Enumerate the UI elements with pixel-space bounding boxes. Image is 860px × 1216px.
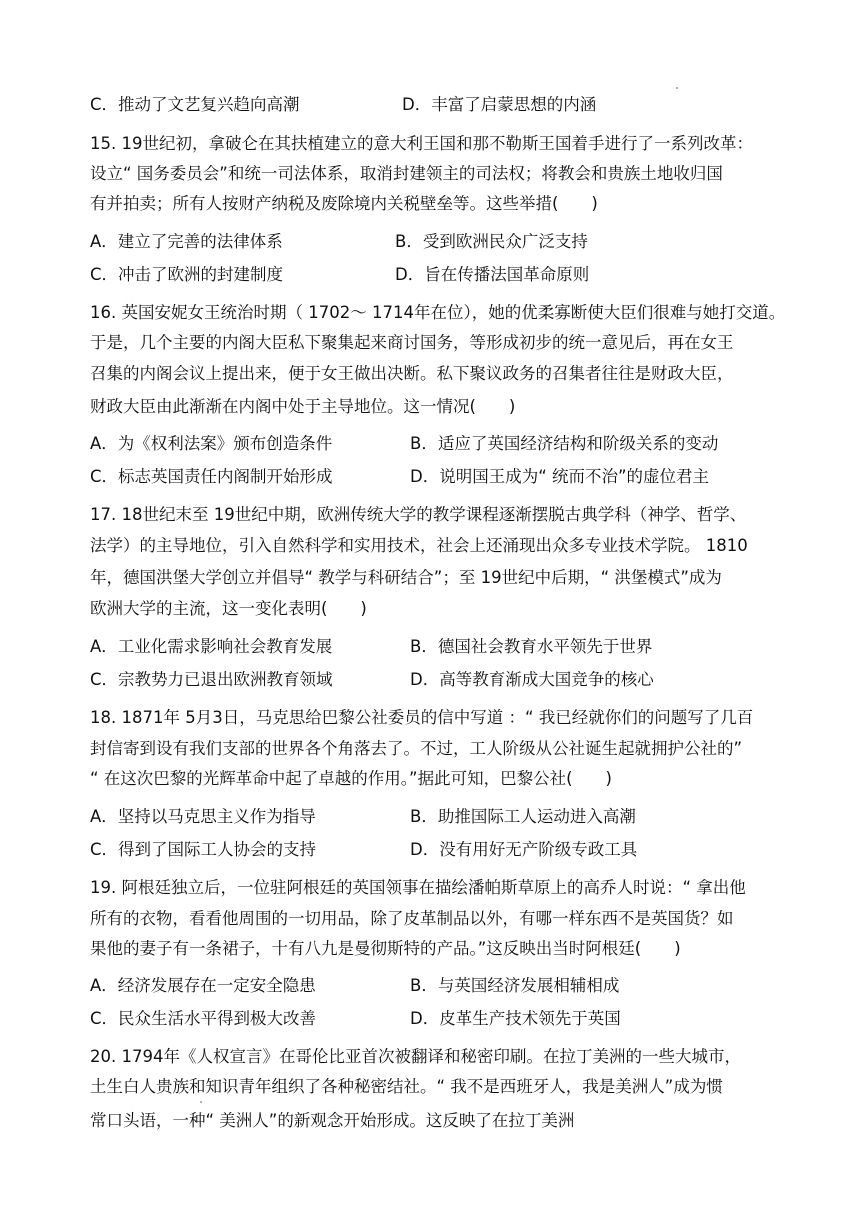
q19-option-c: C．民众生活水平得到极大改善: [90, 1009, 317, 1028]
q19-stem-line-2: 所有的衣物，看看他周围的一切用品，除了皮革制品以外，有哪一样东西不是英国货？如: [90, 909, 734, 928]
q16-stem-line-4: 财政大臣由此渐渐在内阁中处于主导地位。这一情况( ): [90, 397, 516, 416]
q18-stem-line-3: “ 在这次巴黎的光辉革命中起了卓越的作用。”据此可知，巴黎公社( ): [90, 769, 612, 788]
q16-stem-line-2: 于是，几个主要的内阁大臣私下聚集起来商讨国务，等形成初步的统一意见后，再在女王: [90, 333, 734, 352]
q20-stem-line-2: 土生白人贵族和知识青年组织了各种秘密结社。“ 我不是西班牙人，我是美洲人”成为惯: [90, 1077, 723, 1096]
q16-option-b: B．适应了英国经济结构和阶级关系的变动: [410, 434, 719, 453]
q17-option-d: D．高等教育渐成大国竞争的核心: [410, 670, 654, 689]
q15-stem-line-1: 15. 19世纪初，拿破仑在其扶植建立的意大利王国和那不勒斯王国着手进行了一系列改革：: [90, 134, 753, 153]
q18-option-a: A．坚持以马克思主义作为指导: [90, 807, 316, 826]
q19-stem-line-1: 19. 阿根廷独立后，一位驻阿根廷的英国领事在描绘潘帕斯草原上的高乔人时说：“ 拿出他: [90, 878, 746, 897]
q15-option-c: C．冲击了欧洲的封建制度: [90, 265, 284, 284]
q18-option-d: D．没有用好无产阶级专政工具: [410, 840, 638, 859]
q16-option-a: A．为《权利法案》颁布创造条件: [90, 434, 333, 453]
q15-option-a: A．建立了完善的法律体系: [90, 232, 283, 251]
q19-option-b: B．与英国经济发展相辅相成: [410, 976, 620, 995]
q15-stem-line-2: 设立“ 国务委员会”和统一司法体系，取消封建领主的司法权；将教会和贵族土地收归国: [90, 164, 723, 183]
q17-option-a: A．工业化需求影响社会教育发展: [90, 637, 333, 656]
q17-stem-line-2: 法学）的主导地位，引入自然科学和实用技术，社会上还涌现出众多专业技术学院。 1810: [90, 536, 748, 555]
q19-option-a: A．经济发展存在一定安全隐患: [90, 976, 316, 995]
q16-stem-line-3: 召集的内阁会议上提出来，便于女王做出决断。私下聚议政务的召集者往往是财政大臣，: [90, 364, 734, 383]
q16-option-d: D．说明国王成为“ 统而不治”的虚位君主: [410, 467, 710, 486]
q15-option-b: B．受到欧洲民众广泛支持: [395, 232, 588, 251]
scan-speck: [676, 87, 678, 89]
q20-stem-line-1: 20. 1794年《人权宣言》在哥伦比亚首次被翻译和秘密印刷。在拉丁美洲的一些大城市，: [90, 1047, 741, 1066]
scan-speck: [200, 1101, 202, 1103]
q19-option-d: D．皮革生产技术领先于英国: [410, 1009, 621, 1028]
q17-option-c: C．宗教势力已退出欧洲教育领域: [90, 670, 333, 689]
q15-option-d: D．旨在传播法国革命原则: [395, 265, 590, 284]
q20-stem-line-3: 常口头语，一种“ 美洲人”的新观念开始形成。这反映了在拉丁美洲: [90, 1111, 575, 1130]
q16-option-c: C．标志英国责任内阁制开始形成: [90, 467, 333, 486]
q14-option-d: D．丰富了启蒙思想的内涵: [402, 95, 597, 114]
q15-stem-line-3: 有并拍卖；所有人按财产纳税及废除境内关税壁垒等。这些举措( ): [90, 194, 598, 213]
q18-option-b: B．助推国际工人运动进入高潮: [410, 807, 636, 826]
q19-stem-line-3: 果他的妻子有一条裙子，十有八九是曼彻斯特的产品。”这反映出当时阿根廷( ): [90, 939, 681, 958]
q17-stem-line-4: 欧洲大学的主流，这一变化表明( ): [90, 599, 367, 618]
q18-stem-line-1: 18. 1871年 5月3日，马克思给巴黎公社委员的信中写道 ：“ 我已经就你们的问题写了几百: [90, 708, 754, 727]
q18-stem-line-2: 封信寄到设有我们支部的世界各个角落去了。不过，工人阶级从公社诞生起就拥护公社的”: [90, 739, 743, 758]
q18-option-c: C．得到了国际工人协会的支持: [90, 840, 317, 859]
q14-option-c: C．推动了文艺复兴趋向高潮: [90, 95, 300, 114]
q17-option-b: B．德国社会教育水平领先于世界: [410, 637, 653, 656]
q16-stem-line-1: 16. 英国安妮女王统治时期（ 1702～ 1714年在位），她的优柔寡断使大臣们很难与她打交道。: [90, 303, 786, 322]
q17-stem-line-1: 17. 18世纪末至 19世纪中期，欧洲传统大学的教学课程逐渐摆脱古典学科（神学、哲学、: [90, 505, 747, 524]
q17-stem-line-3: 年，德国洪堡大学创立并倡导“ 教学与科研结合”；至 19世纪中后期，“ 洪堡模式”成为: [90, 568, 722, 587]
